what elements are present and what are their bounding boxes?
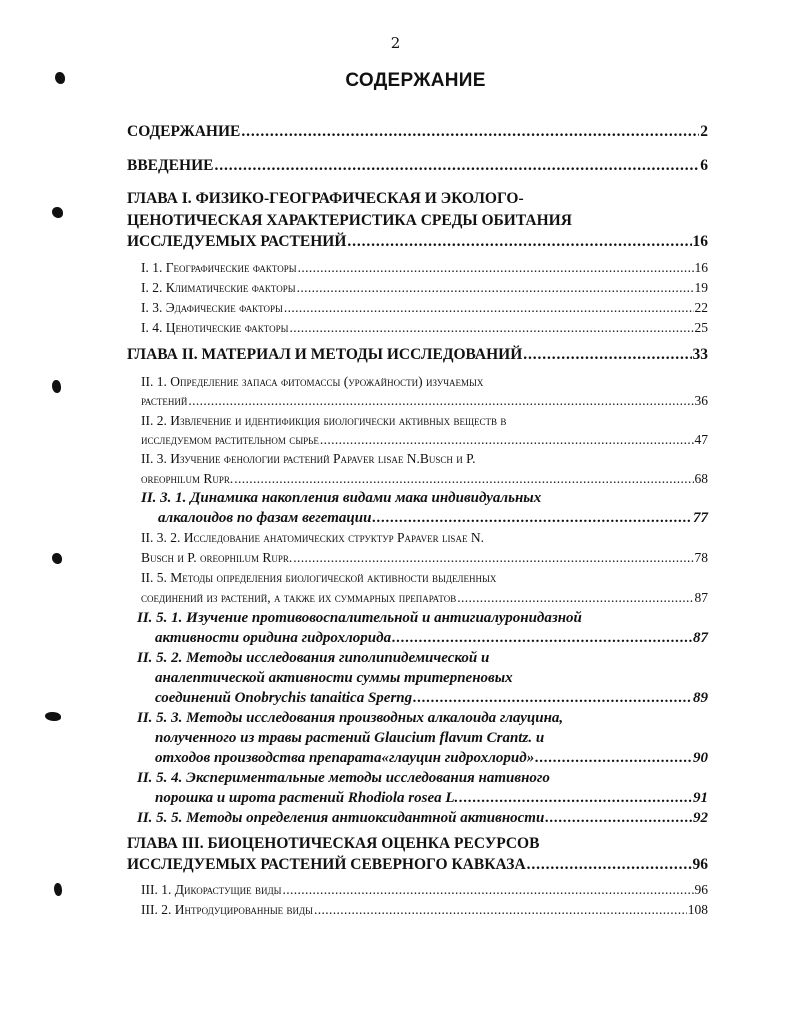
toc-entry-title: исследуемом растительном сырье bbox=[141, 432, 319, 447]
toc-entry[interactable] bbox=[137, 810, 708, 827]
toc-entry-title: соединений из растений, а также их суммарных препаратов bbox=[141, 590, 457, 605]
toc-page-number: 47 bbox=[694, 432, 708, 447]
toc-entry-title: порошка и шрота растений Rhodiola rosea L. bbox=[155, 790, 459, 806]
toc-entry-title: I. 1. Географические факторы bbox=[141, 260, 297, 275]
toc-entry[interactable] bbox=[141, 320, 708, 336]
toc-entry-title: ГЛАВА I. ФИЗИКО-ГЕОГРАФИЧЕСКАЯ И ЭКОЛОГО- bbox=[127, 190, 524, 207]
toc-entry[interactable] bbox=[127, 346, 708, 364]
toc-entry-title: II. 2. Извлечение и идентификция биологически активных веществ в bbox=[141, 413, 507, 428]
toc-entry[interactable] bbox=[141, 550, 708, 566]
toc-entry-title: отходов производства препарата«глауцин гидрохлорид» bbox=[155, 750, 535, 766]
toc-entry-title: III. 2. Интродуцированные виды bbox=[141, 902, 314, 917]
toc-page-number: 90 bbox=[693, 750, 708, 766]
toc-entry[interactable] bbox=[127, 157, 708, 175]
toc-page-number: 36 bbox=[694, 393, 708, 408]
scan-mark bbox=[54, 883, 62, 896]
toc-page-number: 91 bbox=[693, 790, 708, 806]
toc-entry-title: I. 2. Климатические факторы bbox=[141, 280, 296, 295]
scan-mark bbox=[55, 72, 65, 84]
toc-entry-title: ЦЕНОТИЧЕСКАЯ ХАРАКТЕРИСТИКА СРЕДЫ ОБИТАНИЯ bbox=[127, 212, 572, 229]
scan-mark bbox=[52, 553, 62, 564]
toc-entry[interactable] bbox=[155, 790, 708, 807]
toc-page-number: 6 bbox=[700, 157, 708, 174]
toc-entry[interactable] bbox=[141, 590, 708, 606]
toc-entry-title: алкалоидов по фазам вегетации bbox=[158, 510, 372, 526]
toc-entry-title: полученного из травы растений Glaucium flavum Crantz. и bbox=[155, 730, 545, 746]
toc-entry[interactable] bbox=[141, 280, 708, 296]
toc-page-number: 87 bbox=[694, 590, 708, 605]
toc-entry[interactable] bbox=[141, 260, 708, 276]
toc-entry-title: соединений Onobrychis tanaitica Sperng bbox=[155, 690, 413, 706]
toc-page-number: 68 bbox=[694, 471, 708, 486]
toc-entry[interactable] bbox=[155, 690, 708, 707]
toc-entry[interactable] bbox=[155, 750, 708, 767]
page-title: СОДЕРЖАНИЕ bbox=[345, 70, 486, 91]
toc-entry-title: ИССЛЕДУЕМЫХ РАСТЕНИЙ СЕВЕРНОГО КАВКАЗА bbox=[127, 856, 526, 873]
toc-entry-title: II. 1. Определение запаса фитомассы (урожайности) изучаемых bbox=[141, 374, 484, 389]
toc-entry-title: II. 5. Методы определения биологической активности выделенных bbox=[141, 570, 497, 585]
toc-entry[interactable] bbox=[141, 432, 708, 448]
toc-entry[interactable] bbox=[158, 510, 708, 527]
toc-entry[interactable] bbox=[155, 630, 708, 647]
toc-entry[interactable] bbox=[141, 471, 708, 487]
toc-entry-title: ГЛАВА III. БИОЦЕНОТИЧЕСКАЯ ОЦЕНКА РЕСУРСОВ bbox=[127, 835, 540, 852]
toc-entry-title: II. 5. 3. Методы исследования производных алкалоида глауцина, bbox=[137, 710, 564, 726]
toc-page-number: 89 bbox=[693, 690, 708, 706]
toc-page-number: 92 bbox=[693, 810, 708, 826]
page-number: 2 bbox=[390, 34, 401, 52]
scan-mark bbox=[52, 380, 61, 393]
toc-entry-title: Busch и P. oreophilum Rupr. bbox=[141, 550, 293, 565]
toc-entry[interactable] bbox=[127, 123, 708, 141]
toc-page-number: 25 bbox=[694, 320, 708, 335]
toc-page-number: 33 bbox=[692, 346, 708, 363]
toc-entry-title: II. 5. 4. Экспериментальные методы исследования нативного bbox=[137, 770, 550, 786]
scan-mark bbox=[45, 712, 61, 721]
toc-entry[interactable] bbox=[127, 856, 708, 874]
toc-entry-title: II. 3. 2. Исследование анатомических структур Papaver lisae N. bbox=[141, 530, 484, 545]
toc-entry-title: растений bbox=[141, 393, 188, 408]
toc-entry-title: I. 3. Эдафические факторы bbox=[141, 300, 283, 315]
toc-entry-title: III. 1. Дикорастущие виды bbox=[141, 882, 282, 897]
toc-entry-title: II. 5. 5. Методы определения антиоксидантной активности bbox=[137, 810, 545, 826]
toc-entry[interactable] bbox=[141, 882, 708, 898]
toc-entry-title: ВВЕДЕНИЕ bbox=[127, 157, 214, 174]
toc-page-number: 16 bbox=[694, 260, 708, 275]
toc-page-number: 108 bbox=[687, 902, 708, 917]
toc-page-number: 78 bbox=[694, 550, 708, 565]
toc-entry[interactable] bbox=[141, 902, 708, 918]
scan-mark bbox=[52, 207, 63, 218]
toc-page-number: 96 bbox=[694, 882, 708, 897]
toc-entry-title: аналептической активности суммы тритерпеновых bbox=[155, 670, 513, 686]
toc-page-number: 19 bbox=[694, 280, 708, 295]
toc-entry-title: I. 4. Ценотические факторы bbox=[141, 320, 289, 335]
toc-entry-title: ИССЛЕДУЕМЫХ РАСТЕНИЙ bbox=[127, 233, 347, 250]
toc-entry[interactable] bbox=[141, 393, 708, 409]
toc-entry[interactable] bbox=[127, 233, 708, 251]
toc-entry-title: СОДЕРЖАНИЕ bbox=[127, 123, 241, 140]
toc-page-number: 22 bbox=[694, 300, 708, 315]
toc-entry-title: oreophilum Rupr. bbox=[141, 471, 234, 486]
toc-page-number: 16 bbox=[692, 233, 708, 250]
toc-page-number: 2 bbox=[700, 123, 708, 140]
toc-page-number: 77 bbox=[693, 510, 708, 526]
toc-entry-title: II. 5. 2. Методы исследования гиполипидемической и bbox=[137, 650, 490, 666]
toc-page-number: 96 bbox=[692, 856, 708, 873]
toc-page-number: 87 bbox=[693, 630, 708, 646]
toc-entry-title: активности оридина гидрохлорида bbox=[155, 630, 392, 646]
toc-entry-title: II. 3. Изучение фенологии растений Papaver lisae N.Busch и P. bbox=[141, 451, 476, 466]
toc-entry[interactable] bbox=[141, 300, 708, 316]
toc-entry-title: ГЛАВА II. МАТЕРИАЛ И МЕТОДЫ ИССЛЕДОВАНИЙ bbox=[127, 346, 523, 363]
toc-entry-title: II. 5. 1. Изучение противовоспалительной и антигиалуронидазной bbox=[137, 610, 582, 626]
toc-entry-title: II. 3. 1. Динамика накопления видами мака индивидуальных bbox=[141, 490, 542, 506]
